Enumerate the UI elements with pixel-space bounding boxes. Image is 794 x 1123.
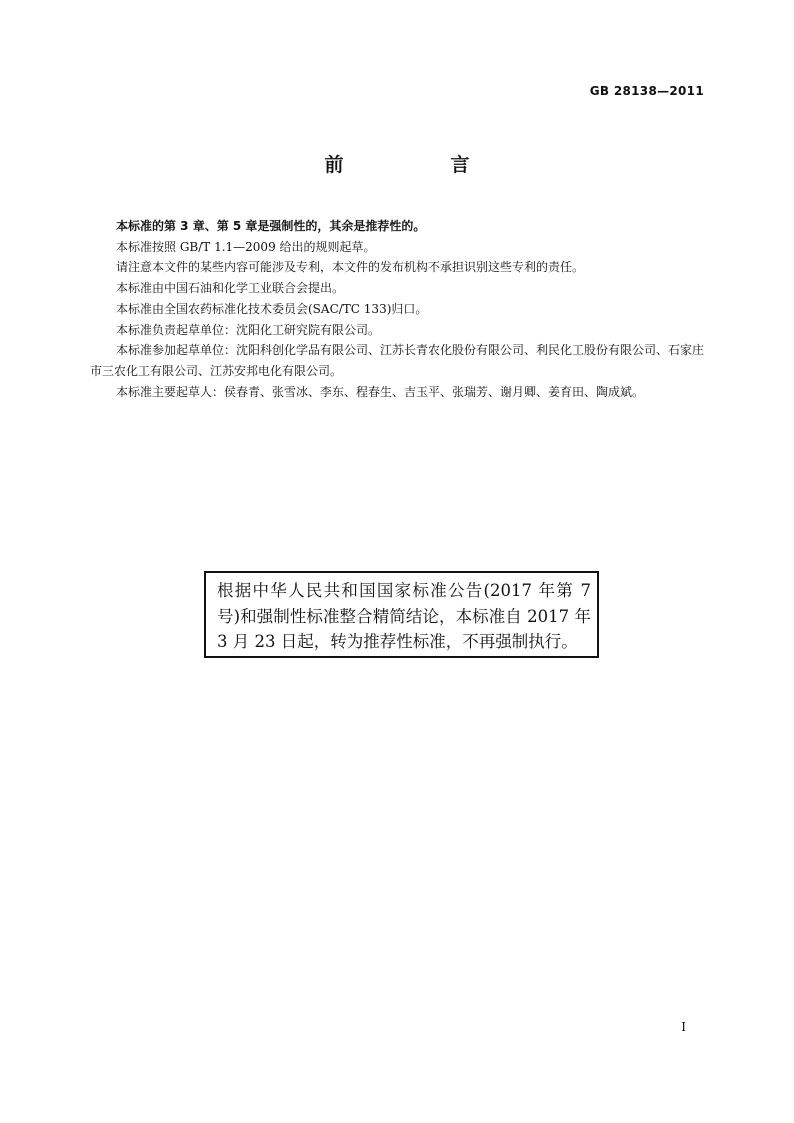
page-title: 前 言 [324, 154, 514, 176]
conversion-notice-box [204, 571, 599, 658]
preface-body [90, 216, 704, 402]
paragraph-mandatory-note: 本标准的第 3 章、第 5 章是强制性的，其余是推荐性的。 [116, 219, 426, 233]
paragraph-participating-drafters: 本标准参加起草单位：沈阳科创化学品有限公司、江苏长青农化股份有限公司、利民化工股份有限公司、石家庄市三农化工有限公司、江苏安邦电化有限公司。 [90, 343, 705, 378]
paragraph-patent-notice: 请注意本文件的某些内容可能涉及专利，本文件的发布机构不承担识别这些专利的责任。 [116, 260, 585, 275]
standard-code: GB 28138—2011 [589, 84, 704, 98]
paragraph-proposer: 本标准由中国石油和化学工业联合会提出。 [116, 281, 345, 296]
paragraph-drafting-rules: 本标准按照 GB/T 1.1—2009 给出的规则起草。 [116, 239, 376, 254]
conversion-notice-text: 根据中华人民共和国国家标准公告(2017 年第 7 号)和强制性标准整合精简结论，本标准自 2017 年 3 月 23 日起，转为推荐性标准，不再强制执行。 [217, 581, 591, 651]
paragraph-main-drafters: 本标准主要起草人：侯春青、张雪冰、李东、程春生、吉玉平、张瑞芳、谢月卿、姜育田、陶成斌。 [116, 384, 645, 399]
paragraph-lead-drafter: 本标准负责起草单位：沈阳化工研究院有限公司。 [116, 322, 381, 337]
paragraph-committee: 本标准由全国农药标准化技术委员会(SAC/TC 133)归口。 [116, 301, 428, 316]
page-number: I [681, 1020, 686, 1034]
